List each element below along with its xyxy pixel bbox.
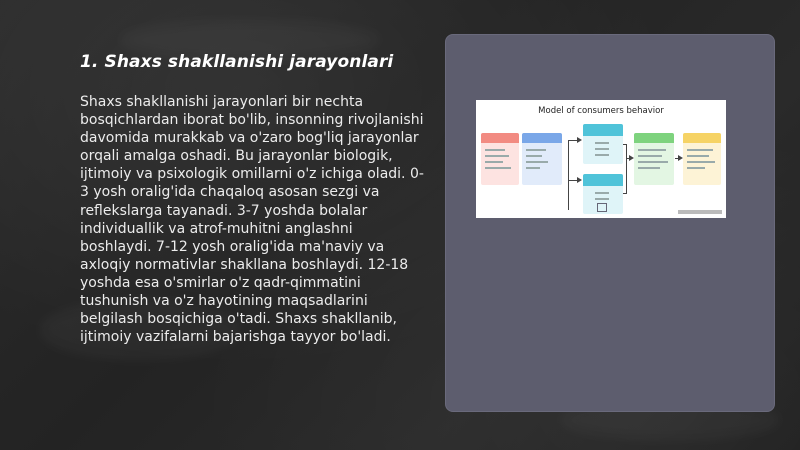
diagram-box-header <box>583 174 623 186</box>
diagram-box-header <box>583 124 623 136</box>
diagram-text-line <box>485 149 505 151</box>
diagram-text-line <box>595 142 609 144</box>
diagram-text-line <box>485 167 511 169</box>
diagram-title: Model of consumers behavior <box>538 106 664 116</box>
slide-title: 1. Shaxs shakllanishi jarayonlari <box>80 52 394 72</box>
diagram-text-line <box>485 161 503 163</box>
diagram-box-yellow <box>683 133 721 185</box>
diagram-text-line <box>638 167 660 169</box>
diagram-credit <box>678 210 722 214</box>
diagram-box-header <box>522 133 562 143</box>
diagram-box-red <box>481 133 519 185</box>
diagram-text-line <box>687 161 715 163</box>
diagram-arrow <box>577 137 582 143</box>
diagram-text-line <box>526 167 540 169</box>
diagram-connector <box>623 193 627 194</box>
diagram-text-line <box>638 161 668 163</box>
diagram-connector <box>568 140 569 210</box>
diagram-box-blue <box>522 133 562 185</box>
diagram-text-line <box>485 155 509 157</box>
diagram-box-header <box>481 133 519 143</box>
diagram-text-line <box>687 167 705 169</box>
diagram-box-header <box>634 133 674 143</box>
diagram-text-line <box>595 192 609 194</box>
diagram-text-line <box>526 149 546 151</box>
diagram-text-line <box>687 149 713 151</box>
diagram-text-line <box>595 154 609 156</box>
diagram-box-teal <box>583 174 623 214</box>
image-card <box>445 34 775 412</box>
diagram-connector <box>626 144 627 194</box>
diagram-text-line <box>687 155 709 157</box>
diagram-text-line <box>526 155 542 157</box>
slide-body-text: Shaxs shakllanishi jarayonlari bir nechta bosqichlardan iborat bo'lib, insonning rivojlanishi davomida murakkab va o'zaro bog'liq jarayonlar orqali amalga oshadi. Bu jarayonlar biologik, ijtimoiy va psixologik omillarni o'z ichiga oladi. 0-3 yosh oralig'ida chaqaloq asosan sezgi va reflekslarga tayanadi. 3-7 yoshda bolalar individuallik va atrof-muhitni anglashni boshlaydi. 7-12 yosh oralig'ida ma'naviy va axloqiy normativlar shakllana boshlaydi. 12-18 yoshda esa o'smirlar o'z qadr-qimmatini tushunish va o'z hayotining maqsadlarini belgilash bosqichiga o'tadi. Shaxs shakllanib, ijtimoiy vazifalarni bajarishga tayyor bo'ladi. <box>80 94 424 346</box>
diagram-text-line <box>638 149 666 151</box>
diagram-box-teal <box>583 124 623 164</box>
diagram-connector <box>623 144 627 145</box>
diagram-text-line <box>638 155 662 157</box>
diagram-text-line <box>595 148 609 150</box>
consumer-behavior-diagram <box>476 100 726 218</box>
diagram-arrow <box>577 177 582 183</box>
diagram-box-green <box>634 133 674 185</box>
diagram-icon <box>597 203 607 212</box>
diagram-text-line <box>595 198 609 200</box>
diagram-box-header <box>683 133 721 143</box>
diagram-text-line <box>526 161 548 163</box>
